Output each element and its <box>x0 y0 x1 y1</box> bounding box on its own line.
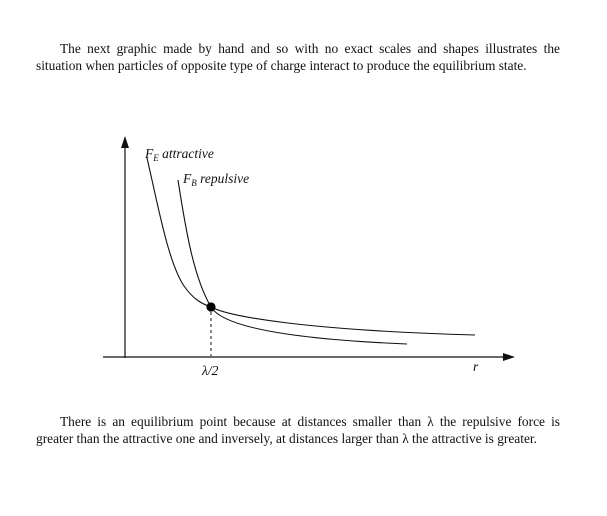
equilibrium-point <box>206 302 215 311</box>
conclusion-paragraph <box>36 413 560 447</box>
y-axis-arrowhead <box>121 136 129 148</box>
x-axis-label: r <box>473 359 479 374</box>
conclusion-text: There is an equilibrium point because at distances smaller than λ the repulsive force is greater than the attractive one and inversely, at distances larger than λ the attractive is greater. <box>36 414 560 446</box>
intro-text: The next graphic made by hand and so with no exact scales and shapes illustrates the situation when particles of opposite type of charge interact to produce the equilibrium state. <box>36 41 560 73</box>
x-tick-label-lambda-half: λ/2 <box>202 363 219 378</box>
x-axis-arrowhead <box>503 353 515 361</box>
fb-repulsive-curve <box>178 180 407 344</box>
fe-label: $F_E$ attractive <box>145 146 214 163</box>
fb-label: $F_B$ repulsive <box>183 171 250 188</box>
